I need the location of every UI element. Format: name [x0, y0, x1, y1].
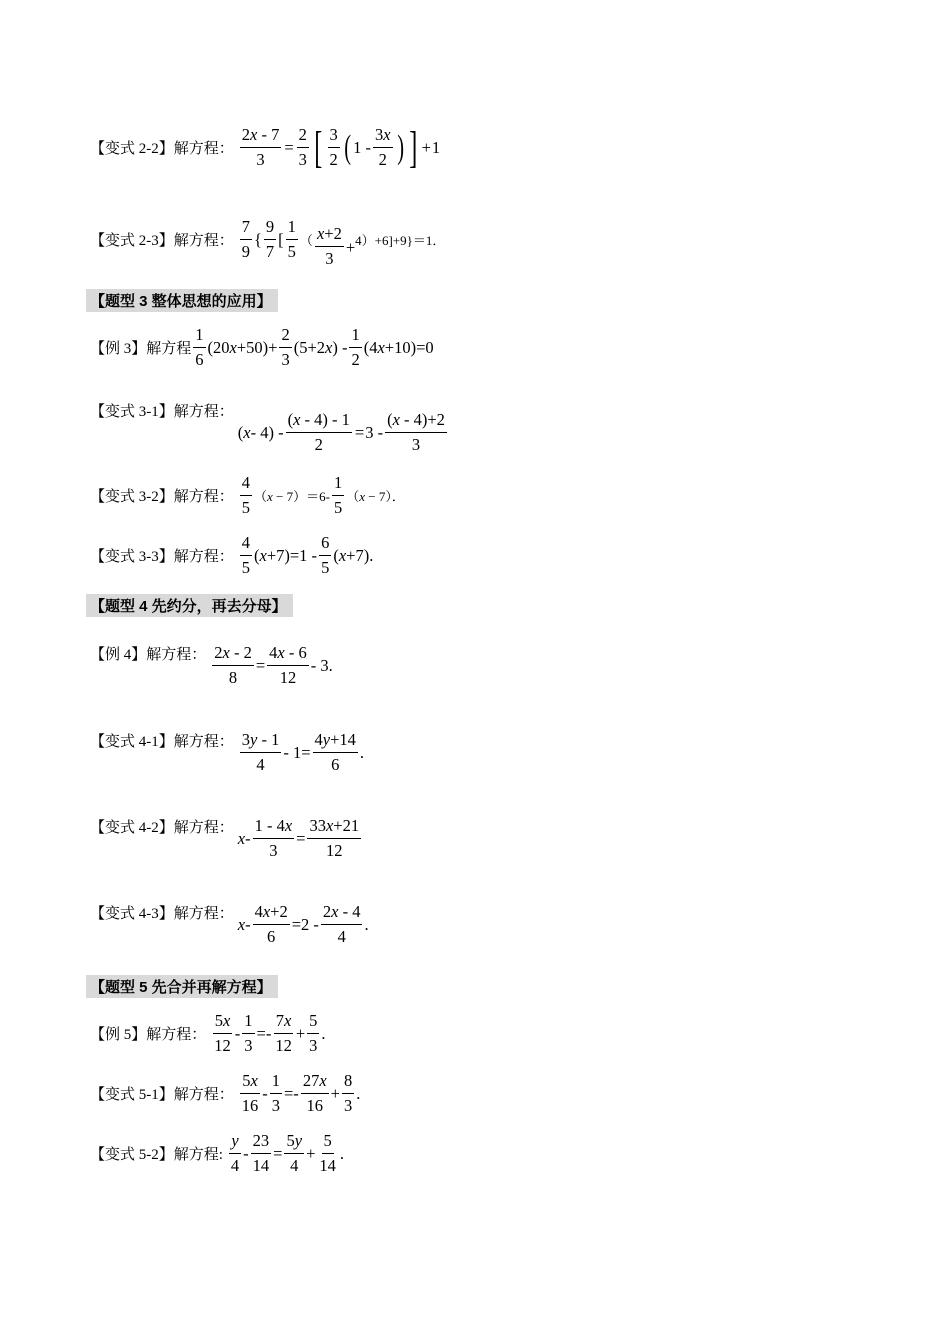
section-header: 【题型 4 先约分，再去分母】	[86, 594, 293, 617]
equation: ( x - 4) - $\frac{(x - 4) - 1}{2}$ = 3 - $\frac{(x - 4)+2}{3}$	[237, 410, 445, 454]
equation: $\frac{5x}{16}$ - $\frac{1}{3}$ =- $\frac{27x}{16}$ + $\frac{8}{3}$ .	[241, 1071, 361, 1115]
exercise-label: 【变式 2-2】解方程：	[90, 141, 234, 157]
exercise-label: 【变式 3-2】解方程：	[90, 489, 234, 505]
equation: x - $\frac{4x+2}{6}$ =2 - $\frac{2x - 4}{4}$ .	[237, 902, 369, 946]
exercise-2-2	[90, 122, 441, 172]
exercise-label: 【例 3】解方程	[90, 341, 192, 357]
exercise-label: 【变式 4-2】解方程：	[90, 820, 234, 836]
equation: x - $\frac{1 - 4x}{3}$ = $\frac{33x+21}{12}$	[237, 816, 360, 860]
exercise-label: 【变式 4-3】解方程：	[90, 906, 234, 922]
equation: $\frac{7}{9}$ { $\frac{9}{7}$ [ $\frac{1}{5}$ （ $\frac{x+2}{3}$ + 4）+6]+9}＝1．	[241, 217, 446, 268]
exercise-3-3	[90, 533, 373, 578]
exercise-2-3	[90, 210, 445, 269]
equation: $\frac{1}{6}$ (20 x +50)+ $\frac{2}{3}$ (5+2 x ) - $\frac{1}{2}$ (4 x +10)=0	[195, 325, 434, 369]
example-3	[90, 325, 434, 370]
exercise-label: 【变式 2-3】解方程：	[90, 233, 234, 249]
equation: $\frac{y}{4}$ - $\frac{23}{14}$ = $\frac{5y}{4}$ + $\frac{5}{14}$ .	[230, 1131, 344, 1175]
equation: $\frac{3y - 1}{4}$ - 1= $\frac{4y+14}{6}$ .	[241, 730, 365, 774]
equation: $\frac{2x - 7}{3}$ = $\frac{2}{3}$ [ $\frac{3}{2}$ ( 1 - $\frac{3x}{2}$ ) ] + 1	[241, 122, 441, 172]
exercise-3-1	[90, 398, 449, 455]
exercise-label: 【例 5】解方程：	[90, 1027, 207, 1043]
exercise-label: 【变式 5-2】解方程:	[90, 1147, 223, 1163]
equation: $\frac{4}{5}$ （x − 7）＝6- $\frac{1}{5}$ （x − 7）．	[241, 473, 405, 517]
equation: $\frac{4}{5}$ ( x +7)=1 - $\frac{6}{5}$ ( x +7).	[241, 533, 374, 577]
example-4	[90, 643, 333, 688]
exercise-4-1	[90, 730, 364, 775]
exercise-label: 【变式 4-1】解方程：	[90, 734, 234, 750]
exercise-3-2	[90, 473, 405, 518]
exercise-4-3	[90, 902, 369, 947]
section-header: 【题型 5 先合并再解方程】	[86, 975, 278, 998]
equation: $\frac{5x}{12}$ - $\frac{1}{3}$ =- $\frac{7x}{12}$ + $\frac{5}{3}$ .	[214, 1011, 326, 1055]
equation: $\frac{2x - 2}{8}$ = $\frac{4x - 6}{12}$ - 3.	[214, 643, 333, 687]
exercise-label: 【变式 3-3】解方程：	[90, 549, 234, 565]
exercise-5-2	[90, 1131, 344, 1176]
exercise-4-2	[90, 816, 363, 861]
exercise-label: 【变式 5-1】解方程：	[90, 1087, 234, 1103]
exercise-5-1	[90, 1071, 360, 1116]
exercise-label: 【例 4】解方程：	[90, 647, 207, 663]
example-5	[90, 1011, 326, 1056]
section-header: 【题型 3 整体思想的应用】	[86, 289, 278, 312]
exercise-label: 【变式 3-1】解方程：	[90, 404, 234, 420]
